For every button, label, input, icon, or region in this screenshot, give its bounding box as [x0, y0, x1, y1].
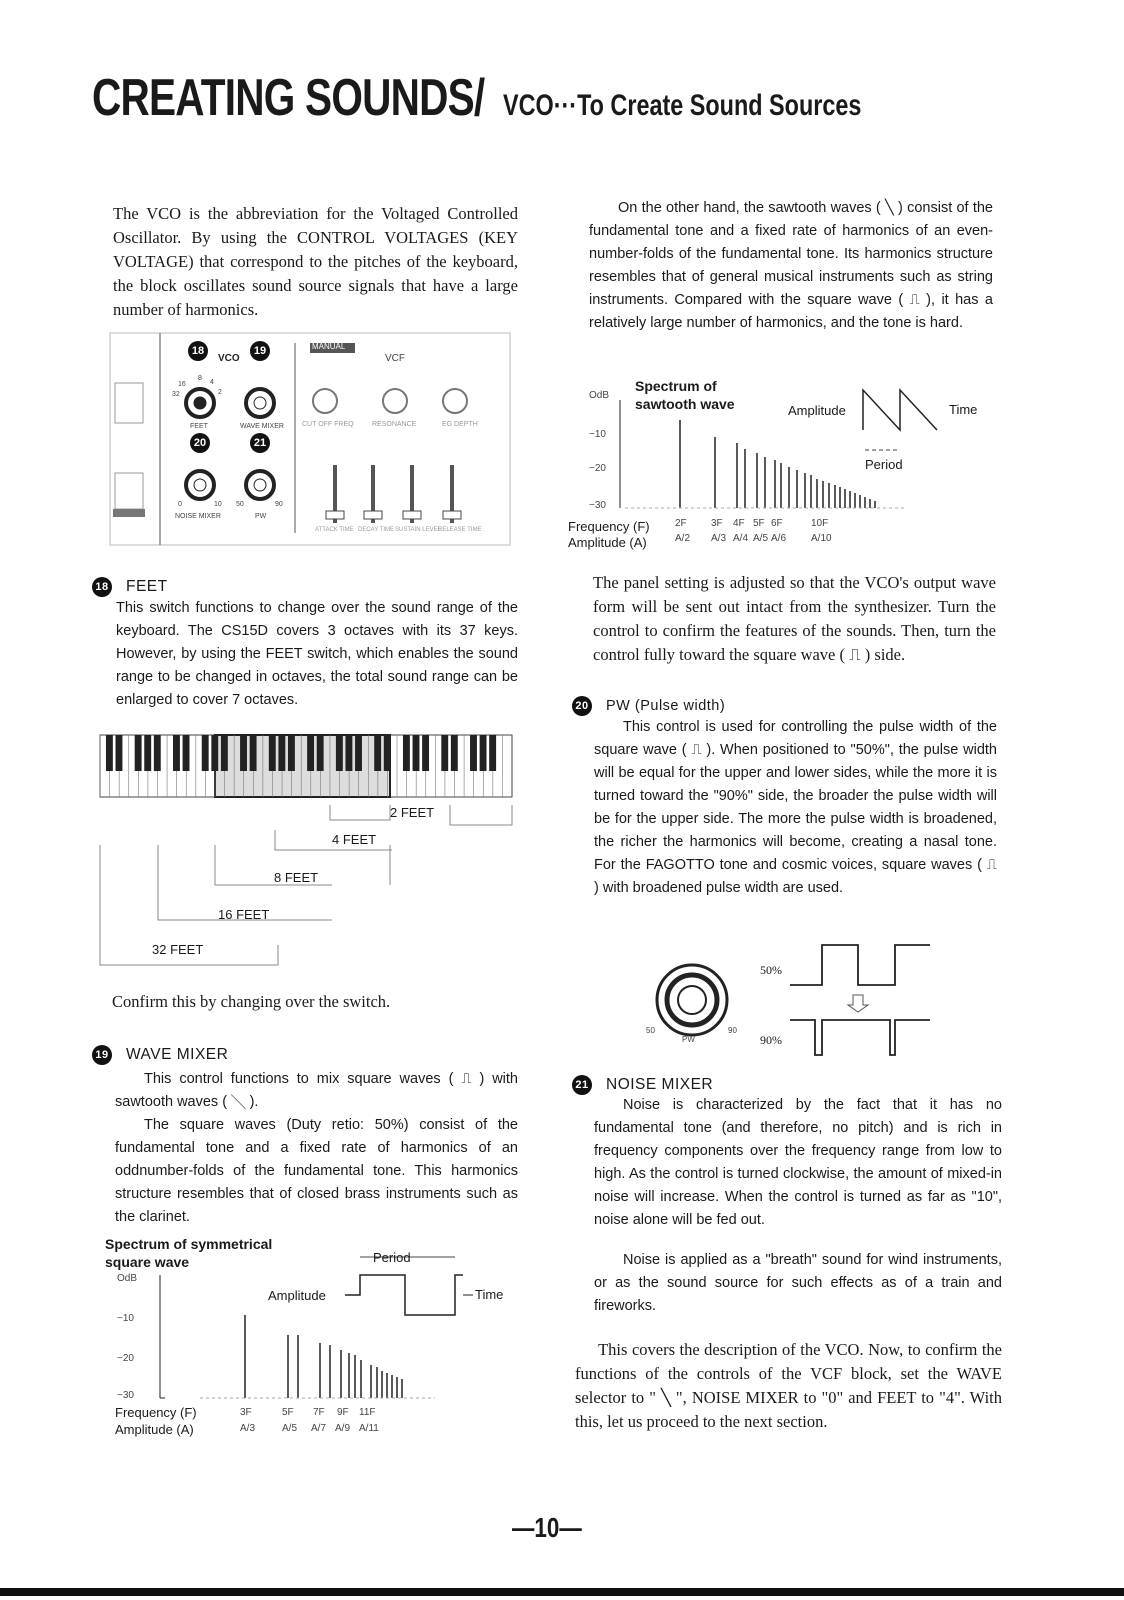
saw-amplitude-axis-label: Amplitude (A) — [568, 535, 647, 550]
square-spectrum-title-2: square wave — [105, 1254, 190, 1270]
wave-mixer-label: WAVE MIXER — [240, 423, 284, 430]
saw-db-0: OdB — [589, 390, 610, 401]
saw-freq-3f: 3F — [711, 518, 723, 529]
black-key — [116, 735, 123, 771]
black-key — [278, 735, 285, 771]
sawtooth-spectrum-title-1: Spectrum of — [635, 378, 717, 394]
cutoff-label: CUT OFF FREQ — [302, 421, 354, 428]
vcf-label: VCF — [385, 353, 405, 364]
saw-amp-3: A/3 — [711, 533, 727, 544]
square-freq-11f: 11F — [359, 1407, 376, 1418]
feet-8-label: 8 FEET — [274, 870, 319, 885]
square-spectrum-chart — [105, 1235, 525, 1445]
feet-tick-4: 4 — [210, 379, 214, 386]
black-key — [173, 735, 180, 771]
black-key — [355, 735, 362, 771]
title-main: CREATING SOUNDS/ — [92, 69, 485, 127]
black-key — [144, 735, 151, 771]
noise-tick-0: 0 — [178, 501, 182, 508]
square-freq-7f: 7F — [313, 1407, 325, 1418]
wave-mixer-heading-text: WAVE MIXER — [126, 1046, 229, 1063]
black-key — [441, 735, 448, 771]
black-key — [422, 735, 429, 771]
pw-50-label: 50% — [760, 963, 782, 977]
square-freq-9f: 9F — [337, 1407, 349, 1418]
pw-90-label: 90% — [760, 1033, 782, 1047]
saw-db-20: −20 — [589, 463, 606, 474]
release-label: RELEASE TIME — [438, 527, 482, 533]
sawtooth-spectrum-chart — [565, 375, 995, 555]
square-amp-5: A/5 — [282, 1423, 298, 1434]
resonance-label: RESONANCE — [372, 421, 417, 428]
saw-amp-2: A/2 — [675, 533, 691, 544]
decay-label: DECAY TIME — [358, 527, 395, 533]
feet-number: 18 — [92, 577, 112, 597]
vco-panel-illustration — [110, 333, 510, 545]
saw-amplitude-label: Amplitude — [788, 403, 846, 418]
pw-body: This control is used for controlling the pulse width of the square wave ( ⎍ ). When positioned to "50%", the pulse width will be equal for the upper and lower sides, while the more it is turned toward the "90%" side, the broader the pulse width will be for the upper side. The more the pulse width is broadened, the richer the harmonics will become, creating a nasal tone. For the FAGOTTO tone and cosmic voices, square waves ( ⎍ ) with broadened pulse width are used. — [594, 719, 997, 896]
noise-mixer-knob — [186, 471, 214, 499]
title-sub: VCO···To Create Sound Sources — [503, 89, 862, 122]
black-key — [269, 735, 276, 771]
square-amp-9: A/9 — [335, 1423, 351, 1434]
pw-number: 20 — [572, 696, 592, 716]
black-key — [202, 735, 209, 771]
attack-label: ATTACK TIME — [315, 527, 354, 533]
saw-time-label: Time — [949, 402, 978, 417]
wave-mixer-knob — [246, 389, 274, 417]
saw-freq-4f: 4F — [733, 518, 745, 529]
panel-number-18: 18 — [188, 341, 208, 361]
saw-freq-10f: 10F — [811, 518, 829, 529]
feet-tick-2: 2 — [218, 389, 222, 396]
noise-mixer-number: 21 — [572, 1075, 592, 1095]
noise-mixer-p1: Noise is characterized by the fact that it has no fundamental tone (and therefore, no pitch) and is rich in frequency components over the frequency range from low to high. As the control is turned clockwise, the amount of mixed-in noise will increase. When the control is turned as far as "10", noise alone will be fed out. — [594, 1097, 1002, 1228]
saw-freq-2f: 2F — [675, 518, 687, 529]
eg-depth-label: EG DEPTH — [442, 421, 478, 428]
saw-db-10: −10 — [589, 429, 606, 440]
black-key — [183, 735, 190, 771]
black-key — [211, 735, 218, 771]
sawtooth-spectrum-title-2: sawtooth wave — [635, 396, 735, 412]
pw-knob — [246, 471, 274, 499]
feet-16-label: 16 FEET — [218, 907, 270, 922]
noise-mixer-p2: Noise is applied as a "breath" sound for wind instruments, or as the sound source for such effects as of a train and fireworks. — [594, 1252, 1002, 1314]
range-lines — [100, 805, 512, 965]
intro-paragraph: The VCO is the abbreviation for the Voltaged Controlled Oscillator. By using the CONTROL VOLTAGES (KEY VOLTAGE) that correspond to the pitches of the keyboard, the block oscillates sound source signals that have a large number of harmonics. — [113, 204, 518, 319]
square-frequency-label: Frequency (F) — [115, 1405, 197, 1420]
black-key — [451, 735, 458, 771]
black-key — [470, 735, 477, 771]
square-db-10: −10 — [117, 1313, 134, 1324]
feet-2-label: 2 FEET — [390, 805, 435, 820]
panel-number-19: 19 — [250, 341, 270, 361]
square-spectrum-title-1: Spectrum of symmetrical — [105, 1236, 273, 1252]
black-key — [240, 735, 247, 771]
saw-frequency-label: Frequency (F) — [568, 519, 650, 534]
saw-db-30: −30 — [589, 500, 606, 511]
square-period-label: Period — [373, 1250, 411, 1265]
square-amp-11: A/11 — [359, 1423, 379, 1434]
sustain-label: SUSTAIN LEVEL — [395, 527, 441, 533]
noise-mixer-heading — [572, 1075, 713, 1095]
confirm-switch-text: Confirm this by changing over the switch. — [112, 992, 391, 1011]
square-time-label: Time — [475, 1287, 504, 1302]
square-db-20: −20 — [117, 1353, 134, 1364]
pw-knob-max: 90 — [728, 1026, 737, 1035]
pulse-width-diagram — [640, 940, 940, 1060]
square-amp-3: A/3 — [240, 1423, 256, 1434]
square-amplitude-axis-label: Amplitude (A) — [115, 1422, 194, 1437]
feet-range-diagram — [100, 735, 512, 980]
panel-number-21: 21 — [250, 433, 270, 453]
feet-tick-8: 8 — [198, 375, 202, 382]
black-key — [135, 735, 142, 771]
saw-amp-6: A/6 — [771, 533, 787, 544]
black-key — [384, 735, 391, 771]
noise-mixer-label: NOISE MIXER — [175, 513, 221, 520]
black-key — [413, 735, 420, 771]
noise-tick-10: 10 — [214, 501, 222, 508]
square-freq-5f: 5F — [282, 1407, 294, 1418]
black-key — [317, 735, 324, 771]
black-key — [307, 735, 314, 771]
black-key — [345, 735, 352, 771]
noise-mixer-heading-text: NOISE MIXER — [606, 1076, 714, 1093]
square-freq-3f: 3F — [240, 1407, 252, 1418]
black-key — [250, 735, 257, 771]
saw-period-label: Period — [865, 457, 903, 472]
saw-freq-6f: 6F — [771, 518, 783, 529]
black-key — [336, 735, 343, 771]
square-db-0: OdB — [117, 1273, 138, 1284]
black-key — [403, 735, 410, 771]
black-key — [489, 735, 496, 771]
wave-mixer-number: 19 — [92, 1045, 112, 1065]
pw-knob-min: 50 — [646, 1026, 655, 1035]
feet-heading — [92, 577, 168, 597]
vco-label: VCO — [218, 353, 240, 364]
feet-label: FEET — [190, 423, 208, 430]
pw-heading-text: PW (Pulse width) — [606, 698, 726, 714]
feet-32-label: 32 FEET — [152, 942, 204, 957]
square-amplitude-label: Amplitude — [268, 1288, 326, 1303]
wave-mixer-heading — [92, 1045, 228, 1065]
wave-mixer-p2: The square waves (Duty retio: 50%) consist of the fundamental tone and a fixed rate of harmonics of an oddnumber-folds of the fundamental tone. This harmonics structure resembles that of closed brass instruments such as the clarinet. — [115, 1117, 518, 1225]
black-key — [154, 735, 161, 771]
pw-knob-label: PW — [682, 1035, 695, 1044]
feet-4-label: 4 FEET — [332, 832, 377, 847]
saw-amp-5: A/5 — [753, 533, 769, 544]
feet-heading-text: FEET — [126, 578, 168, 595]
wave-mixer-p1: This control functions to mix square waves ( ⎍ ) with sawtooth waves ( ╲ ). — [115, 1071, 518, 1110]
black-key — [221, 735, 228, 771]
black-key — [480, 735, 487, 771]
panel-drawing — [110, 333, 510, 545]
saw-amp-4: A/4 — [733, 533, 749, 544]
square-db-30: −30 — [117, 1390, 134, 1401]
feet-tick-16: 16 — [178, 381, 186, 388]
manual-label: MANUAL — [312, 342, 346, 351]
black-key — [288, 735, 295, 771]
feet-tick-32: 32 — [172, 391, 180, 398]
saw-amp-10: A/10 — [811, 533, 832, 544]
page-number: —10— — [512, 1512, 582, 1543]
feet-body: This switch functions to change over the sound range of the keyboard. The CS15D covers 3 octaves with its 37 keys. However, by using the FEET switch, which enables the sound range to be changed in octaves, the total sound range can be enlarged to cover 7 octaves. — [116, 600, 518, 708]
black-key — [106, 735, 113, 771]
page-title — [92, 68, 963, 128]
bottom-rule — [0, 1588, 1124, 1596]
pw-tick-50: 50 — [236, 501, 244, 508]
closing-paragraph: This covers the description of the VCO. Now, to confirm the functions of the controls of the VCF block, set the WAVE selector to " ╲ ", NOISE MIXER to "0" and FEET to "4". With this, let us proceed to the next section. — [575, 1340, 1002, 1431]
sawtooth-paragraph: On the other hand, the sawtooth waves ( ╲ ) consist of the fundamental tone and a fixed rate of harmonics of an even-number-folds of the fundamental tone. Its harmonics structure resembles that of general musical instruments such as string instruments. Compared with the square wave ( ⎍ ), it has a relatively large number of harmonics, and the tone is hard. — [589, 200, 993, 331]
square-amp-7: A/7 — [311, 1423, 327, 1434]
pw-tick-90: 90 — [275, 501, 283, 508]
feet-knob — [186, 389, 214, 417]
panel-setting-paragraph: The panel setting is adjusted so that the VCO's output wave form will be sent out intact from the synthesizer. Turn the control to confirm the features of the sounds. Then, turn the control fully toward the square wave ( ⎍ ) side. — [593, 573, 996, 664]
pw-label: PW — [255, 513, 267, 520]
black-key — [374, 735, 381, 771]
panel-number-20: 20 — [190, 433, 210, 453]
saw-freq-5f: 5F — [753, 518, 765, 529]
pw-heading — [572, 696, 725, 716]
